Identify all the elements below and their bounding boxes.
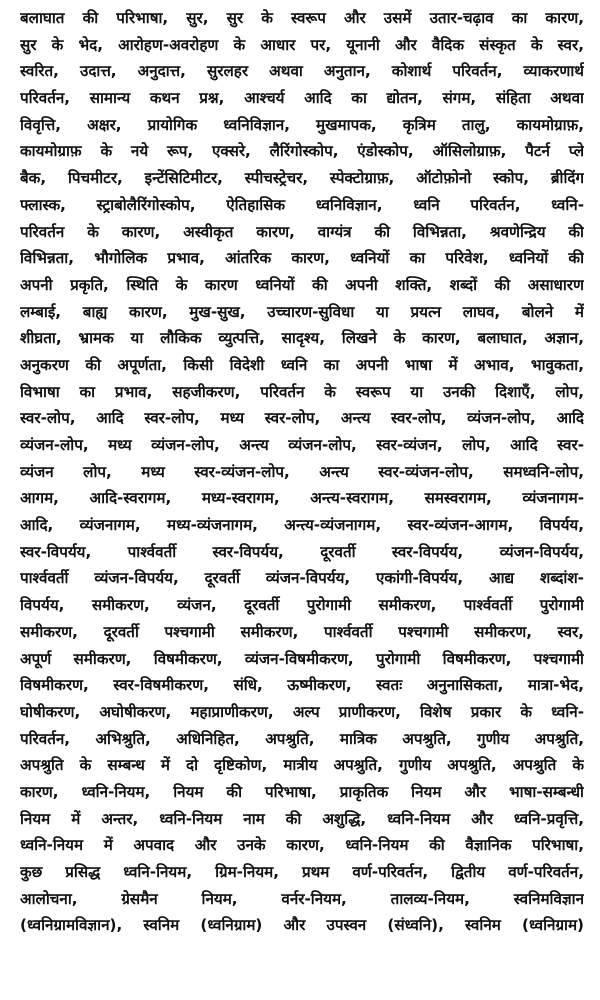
- text-line: विपर्यय, समीकरण, व्यंजन, दूरवर्ती पुरोगामी समीकरण, पार्श्ववर्ती पुरोगामी: [20, 596, 584, 615]
- text-line: अपश्रुति के सम्बन्ध में दो दृष्टिकोण, मात्रीय अपश्रुति, गुणीय अपश्रुति, अपश्रुति के: [20, 756, 584, 775]
- text-line: घोषीकरण, अघोषीकरण, महाप्राणीकरण, अल्प प्राणीकरण, विशेष प्रकार के ध्वनि-: [20, 702, 584, 721]
- text-line: फ्लास्क, स्ट्राबोलैरिंगोस्कोप, ऐतिहासिक ध्वनिविज्ञान, ध्वनि परिवर्तन, ध्वनि-: [20, 195, 584, 214]
- text-line: अपनी प्रकृति, स्थिति के कारण ध्वनियों की अपनी शक्ति, शब्दों की असाधारण: [20, 275, 584, 294]
- text-line: विभाषा का प्रभाव, सहजीकरण, परिवर्तन के स्वरूप या उनकी दिशाएँ, लोप,: [20, 382, 584, 401]
- text-line: ध्वनि-नियम में अपवाद और उनके कारण, ध्वनि-नियम की वैज्ञानिक परिभाषा,: [20, 836, 584, 855]
- text-line: स्वर-विपर्यय, पार्श्ववर्ती स्वर-विपर्यय, दूरवर्ती स्वर-विपर्यय, व्यंजन-विपर्यय,: [20, 542, 584, 561]
- text-line: व्यंजन लोप, मध्य स्वर-व्यंजन-लोप, अन्त्य स्वर-व्यंजन-लोप, समध्वनि-लोप,: [20, 462, 584, 481]
- text-line: सुर के भेद, आरोहण-अवरोहण के आधार पर, यूनानी और वैदिक संस्कृत के स्वर,: [20, 35, 584, 54]
- text-line: आलोचना, ग्रेसमैन नियम, वर्नर-नियम, तालव्य-नियम, स्वनिमविज्ञान: [20, 889, 584, 908]
- text-line: व्यंजन-लोप, मध्य व्यंजन-लोप, अन्त्य व्यंजन-लोप, स्वर-व्यंजन, लोप, आदि स्वर-: [20, 436, 584, 454]
- text-line: (ध्वनिग्रामविज्ञान), स्वनिम (ध्वनिग्राम) और उपस्वन (संध्वनि), स्वनिम (ध्वनिग्राम): [20, 916, 584, 935]
- text-line: कारण, ध्वनि-नियम, नियम की परिभाषा, प्राकृतिक नियम और भाषा-सम्बन्धी: [20, 782, 584, 801]
- text-line: नियम में अन्तर, ध्वनि-नियम नाम की अशुद्धि, ध्वनि-नियम और ध्वनि-प्रवृत्ति,: [20, 809, 584, 828]
- text-line: कुछ प्रसिद्ध ध्वनि-नियम, ग्रिम-नियम, प्रथम वर्ण-परिवर्तन, द्वितीय वर्ण-परिवर्तन,: [20, 863, 584, 881]
- text-line: पार्श्ववर्ती व्यंजन-विपर्यय, दूरवर्ती व्यंजन-विपर्यय, एकांगी-विपर्यय, आद्य शब्दांश-: [20, 569, 584, 588]
- text-line: परिवर्तन, सामान्य कथन प्रश्न, आश्चर्य आदि का द्योतन, संगम, संहिता अथवा: [20, 89, 584, 108]
- text-line: अपूर्ण समीकरण, विषमीकरण, व्यंजन-विषमीकरण, पुरोगामी विषमीकरण, पश्चगामी: [20, 649, 584, 668]
- text-line: विषमीकरण, स्वर-विषमीकरण, संधि, ऊष्मीकरण, स्वतः अनुनासिकता, मात्रा-भेद,: [20, 676, 584, 695]
- text-line: कायमोग्राफ़ के नये रूप, एक्सरे, लैरिंगोस्कोप, एंडोस्कोप, ऑसिलोग्राफ़, पैटर्न प्ले: [20, 142, 584, 161]
- text-line: आदि, व्यंजनागम, मध्य-व्यंजनागम, अन्त्य-व्यंजनागम, स्वर-व्यंजन-आगम, विपर्यय,: [20, 516, 584, 535]
- text-line: बलाघात की परिभाषा, सुर, सुर के स्वरूप और उसमें उतार-चढ़ाव का कारण,: [20, 9, 584, 27]
- text-line: स्वरित, उदात्त, अनुदात्त, सुरलहर अथवा अनुतान, कोशार्थ परिवर्तन, व्याकरणार्थ: [20, 62, 584, 81]
- text-line: लम्बाई, बाह्य कारण, मुख-सुख, उच्चारण-सुविधा या प्रयत्न लाघव, बोलने में: [20, 302, 584, 321]
- text-line: परिवर्तन के कारण, अस्वीकृत कारण, वाग्यंत्र की विभिन्नता, श्रवणेन्द्रिय की: [20, 222, 584, 241]
- text-line: बैक, पिचमीटर, इन्टेंसिटिमीटर, स्पीचस्ट्रेचर, स्पेक्टोग्राफ़, ऑटोफ़ोनो स्कोप, ब्रीदिंग: [20, 169, 584, 188]
- text-line: आगम, आदि-स्वरागम, मध्य-स्वरागम, अन्त्य-स्वरागम, समस्वरागम, व्यंजनागम-: [20, 489, 584, 508]
- text-line: विभिन्नता, भौगोलिक प्रभाव, आंतरिक कारण, ध्वनियों का परिवेश, ध्वनियों की: [20, 249, 584, 268]
- text-line: विवृत्ति, अक्षर, प्रायोगिक ध्वनिविज्ञान, मुखमापक, कृत्रिम तालु, कायमोग्राफ़,: [20, 115, 584, 134]
- text-line: शीघ्रता, भ्रामक या लौकिक व्युत्पत्ति, सादृश्य, लिखने के कारण, बलाघात, अज्ञान,: [20, 329, 584, 348]
- text-line: अनुकरण की अपूर्णता, किसी विदेशी ध्वनि का अपनी भाषा में अभाव, भावुकता,: [20, 355, 584, 374]
- text-line: समीकरण, दूरवर्ती पश्चगामी समीकरण, पार्श्ववर्ती पश्चगामी समीकरण, स्वर,: [20, 622, 584, 641]
- text-line: स्वर-लोप, आदि स्वर-लोप, मध्य स्वर-लोप, अन्त्य स्वर-लोप, व्यंजन-लोप, आदि: [20, 409, 584, 428]
- text-line: परिवर्तन, अभिश्रुति, अधिनिहित, अपश्रुति, मात्रिक अपश्रुति, गुणीय अपश्रुति,: [20, 729, 584, 748]
